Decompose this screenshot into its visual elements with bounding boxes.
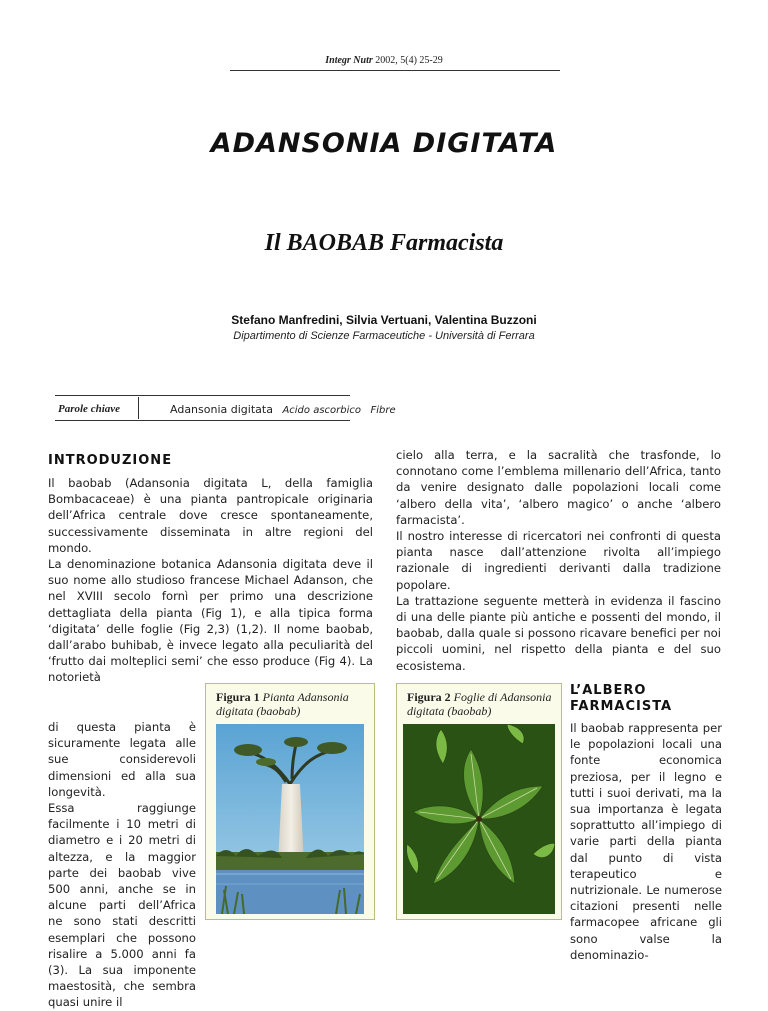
col2-paragraphs — [396, 447, 721, 674]
figure-1-caption — [206, 684, 374, 718]
section-heading-introduzione: INTRODUZIONE — [48, 453, 173, 468]
intro-paragraph-2 — [48, 719, 196, 1011]
intro-text-2: La denominazione botanica Adansonia digitata deve il suo nome allo studioso francese Michael Adanson, che nel XVIII secolo fornì per primo una descrizione dettagliata della pianta (Fig 1), e alla tipica forma ‘digitata’ delle foglie (Fig 2,3) (1,2). Il nome baobab, dall’arabo buhibab, è invece legato alla peculiarità del ‘frutto dai molteplici semi’ che esso produce (Fig 4). La notorietà — [48, 557, 373, 685]
figure-1-label: Figura 1 — [216, 690, 260, 704]
intro-text-4: Essa raggiunge facilmente i 10 metri di diametro e i 20 metri di altezza, e la maggior parte dei baobab vive 500 anni, anche se in alcune parti dell’Africa ne sono stati descritti esemplari che possono risalire a 5.000 anni fa (3). La sua imponente maestosità, che sembra quasi unire il — [48, 801, 196, 1010]
col2-text-3: La trattazione seguente metterà in evidenza il fascino di una delle piante più antiche e possenti del mondo, il baobab, dalla quale si possono ricavare benefici per noi piccoli uomini, nel rispetto della pianta e del suo ecosistema. — [396, 593, 721, 673]
article-title: ADANSONIA DIGITATA — [210, 128, 558, 159]
col2-text-2: Il nostro interesse di ricercatori nei confronti di questa pianta nasce dall’attenzione rivolta all’impiego razionale di ingredienti derivanti dalla tradizione popolare. — [396, 529, 721, 592]
section2-paragraph — [570, 720, 722, 963]
intro-text-1: Il baobab (Adansonia digitata L, della famiglia Bombacaceae) è una pianta pantropicale originaria dell’Africa centrale dove cresce spontaneamente, successivamente disseminata in altre regioni del mondo. — [48, 476, 373, 555]
figure-2 — [396, 683, 562, 920]
figure-2-label: Figura 2 — [407, 690, 451, 704]
keyword: Adansonia digitata — [170, 403, 273, 416]
figure-2-caption-text: Foglie di Adansonia digitata (baobab) — [407, 690, 552, 718]
col2-text-1: cielo alla terra, e la sacralità che trasfonde, lo connotano come l’emblema millenario dell’Africa, tanto da venire designato dalle popolazioni locali come ‘albero della vita’, ‘albero magico’ o anche ‘albero farmacista’. — [396, 448, 721, 527]
keyword: Fibre — [370, 405, 396, 416]
citation: 2002, 5(4) 25-29 — [375, 55, 443, 66]
section2-text-1: Il baobab rappresenta per le popolazioni locali una fonte economica preziosa, per il legno e tutti i suoi derivati, ma la sua importanza è legata soprattutto all’impiego di varie parti della pianta dal punto di vista terapeutico e nutrizionale. Le numerose citazioni presenti nelle farmacopee africane gli sono valse la denominazio- — [570, 721, 722, 962]
baobab-tree-photo — [216, 724, 364, 914]
running-head-rule — [230, 70, 560, 71]
running-head — [0, 55, 768, 66]
article-subtitle: Il BAOBAB Farmacista — [264, 230, 504, 256]
authors: Stefano Manfredini, Silvia Vertuani, Valentina Buzzoni — [231, 313, 537, 327]
intro-paragraph-1 — [48, 475, 373, 686]
keywords-divider — [138, 397, 139, 419]
figure-1 — [205, 683, 375, 920]
intro-text-3: di questa pianta è sicuramente legata alle sue considerevoli dimensioni ed alla sua longevità. — [48, 720, 196, 799]
figure-2-caption — [397, 684, 561, 718]
baobab-leaves-photo — [403, 724, 555, 914]
keywords-rule-bottom — [55, 420, 350, 421]
journal-name: Integr Nutr — [325, 55, 373, 66]
keywords-rule-top — [55, 395, 350, 396]
section-heading-albero-farmacista: L’ALBERO FARMACISTA — [570, 683, 673, 714]
figure-1-caption-text: Pianta Adansonia digitata (baobab) — [216, 690, 349, 718]
affiliation: Dipartimento di Scienze Farmaceutiche - Università di Ferrara — [233, 330, 535, 342]
keywords-list — [170, 403, 402, 416]
keywords-label: Parole chiave — [58, 403, 121, 415]
keyword: Acido ascorbico — [282, 405, 362, 416]
